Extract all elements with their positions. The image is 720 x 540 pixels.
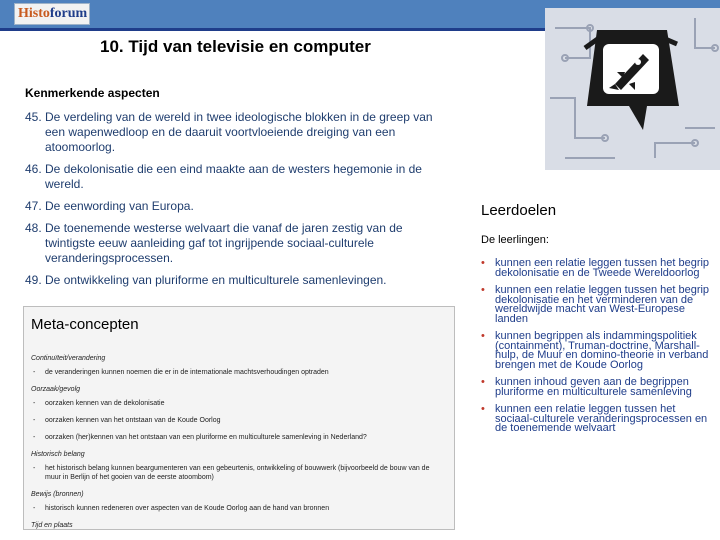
- concept-item: - oorzaken kennen van het ontstaan van de Koude Oorlog: [31, 416, 446, 425]
- learning-goal-item: • kunnen inhoud geven aan de begrippen pluriforme en multiculturele samenleving: [481, 378, 713, 397]
- aspects-heading: Kenmerkende aspecten: [25, 86, 160, 100]
- aspects-list: [25, 110, 440, 295]
- concept-category: Oorzaak/gevolg: [31, 386, 81, 393]
- meta-concepts-title: Meta-concepten: [31, 316, 139, 333]
- top-divider: [0, 28, 545, 31]
- concept-item: - het historisch belang kunnen beargumenteren van een gebeurtenis, ontwikkeling of bouwwerk (bijvoorbeeld de bouw van de muur in Berlijn of het gooien van de eerste atoombom): [31, 464, 446, 482]
- aspect-item: 45. De verdeling van de wereld in twee ideologische blokken in de greep van een wapenwedloop en de daaruit voortvloeiende dreiging van een atoomoorlog.: [25, 110, 433, 154]
- learning-goal-item: • kunnen een relatie leggen tussen het sociaal-culturele veranderingsprocessen en de toenemende welvaart: [481, 405, 713, 434]
- aspect-item: 47. De eenwording van Europa.: [25, 199, 194, 213]
- aspect-item: 49. De ontwikkeling van pluriforme en multiculturele samenlevingen.: [25, 273, 387, 287]
- learning-goals-title: Leerdoelen: [481, 202, 557, 219]
- learning-goal-item: • kunnen een relatie leggen tussen het begrip dekolonisatie en het verminderen van de wereldwijde macht van West-Europese landen: [481, 286, 713, 324]
- learning-goals-panel: [467, 185, 720, 540]
- concept-item: - oorzaken (her)kennen van het ontstaan van een pluriforme en multiculturele samenleving in Nederland?: [31, 433, 446, 442]
- learning-goal-item: • kunnen begrippen als indammingspolitiek (containment), Truman-doctrine, Marshall-hulp, de Muur en domino-theorie in verband brengen met de Koude Oorlog: [481, 332, 713, 370]
- learning-goals-intro: De leerlingen:: [481, 234, 549, 246]
- concept-category: Tijd en plaats: [31, 522, 73, 529]
- concept-item: - de veranderingen kunnen noemen die er in de internationale machtsverhoudingen optraden: [31, 368, 446, 377]
- meta-concepts-content: [31, 354, 446, 535]
- learning-goals-list: [481, 259, 713, 442]
- concept-item: - historisch kunnen redeneren over aspecten van de Koude Oorlog aan de hand van bronnen: [31, 504, 446, 513]
- aspect-item: 48. De toenemende westerse welvaart die vanaf de jaren zestig van de twintigste eeuw aanleiding gaf tot ingrijpende sociaal-culturele veranderingsprocessen.: [25, 221, 403, 265]
- tv-rocket-circuit-icon: [545, 8, 720, 170]
- meta-concepts-panel: [23, 306, 455, 530]
- learning-goal-item: • kunnen een relatie leggen tussen het begrip dekolonisatie en de Tweede Wereldoorlog: [481, 259, 713, 278]
- aspect-item: 46. De dekolonisatie die een eind maakte aan de westers hegemonie in de wereld.: [25, 162, 422, 191]
- concept-category: Bewijs (bronnen): [31, 491, 84, 498]
- page-title: 10. Tijd van televisie en computer: [100, 37, 371, 56]
- concept-category: Historisch belang: [31, 451, 85, 458]
- concept-category: Continuïteit/verandering: [31, 355, 106, 362]
- concept-item: - oorzaken kennen van de dekolonisatie: [31, 399, 446, 408]
- histoforum-logo: Histoforum: [14, 3, 90, 25]
